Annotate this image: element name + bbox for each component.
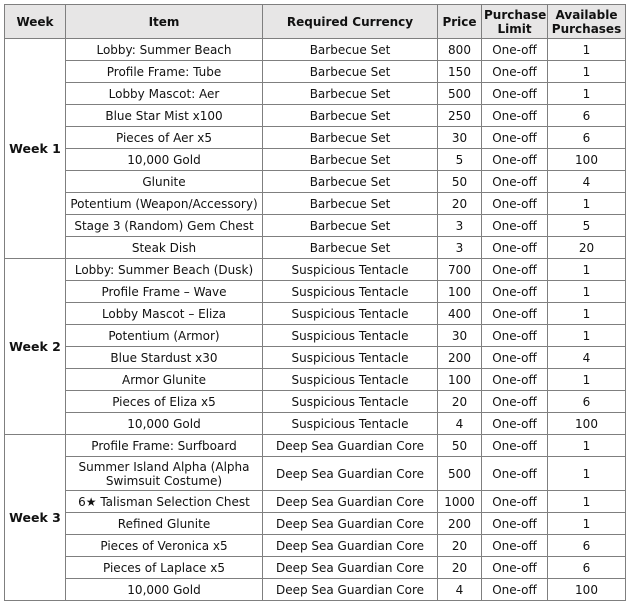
header-item: Item bbox=[66, 5, 263, 39]
purchase-limit-cell: One-off bbox=[482, 83, 548, 105]
table-row bbox=[5, 579, 626, 601]
price-cell: 500 bbox=[438, 83, 482, 105]
item-cell: 10,000 Gold bbox=[66, 579, 263, 601]
item-cell: 10,000 Gold bbox=[66, 413, 263, 435]
purchase-limit-cell: One-off bbox=[482, 535, 548, 557]
available-purchases-cell: 20 bbox=[548, 237, 626, 259]
header-available-purchases: Available Purchases bbox=[548, 5, 626, 39]
table-row bbox=[5, 347, 626, 369]
price-cell: 50 bbox=[438, 171, 482, 193]
purchase-limit-cell: One-off bbox=[482, 369, 548, 391]
available-purchases-cell: 1 bbox=[548, 491, 626, 513]
item-cell: Pieces of Veronica x5 bbox=[66, 535, 263, 557]
header-currency: Required Currency bbox=[263, 5, 438, 39]
table-row bbox=[5, 391, 626, 413]
table-row bbox=[5, 491, 626, 513]
currency-cell: Barbecue Set bbox=[263, 171, 438, 193]
currency-cell: Barbecue Set bbox=[263, 149, 438, 171]
item-cell: Blue Stardust x30 bbox=[66, 347, 263, 369]
available-purchases-cell: 100 bbox=[548, 413, 626, 435]
price-cell: 5 bbox=[438, 149, 482, 171]
available-purchases-cell: 1 bbox=[548, 513, 626, 535]
table-row bbox=[5, 303, 626, 325]
item-cell: Lobby: Summer Beach bbox=[66, 39, 263, 61]
price-cell: 800 bbox=[438, 39, 482, 61]
currency-cell: Deep Sea Guardian Core bbox=[263, 557, 438, 579]
currency-cell: Suspicious Tentacle bbox=[263, 303, 438, 325]
purchase-limit-cell: One-off bbox=[482, 303, 548, 325]
item-cell: Pieces of Aer x5 bbox=[66, 127, 263, 149]
available-purchases-cell: 6 bbox=[548, 535, 626, 557]
header-week: Week bbox=[5, 5, 66, 39]
available-purchases-cell: 1 bbox=[548, 369, 626, 391]
item-cell: Stage 3 (Random) Gem Chest bbox=[66, 215, 263, 237]
header-row bbox=[5, 5, 626, 39]
purchase-limit-cell: One-off bbox=[482, 39, 548, 61]
purchase-limit-cell: One-off bbox=[482, 435, 548, 457]
price-cell: 150 bbox=[438, 61, 482, 83]
available-purchases-cell: 100 bbox=[548, 149, 626, 171]
available-purchases-cell: 1 bbox=[548, 61, 626, 83]
table-row bbox=[5, 171, 626, 193]
item-cell: Potentium (Armor) bbox=[66, 325, 263, 347]
currency-cell: Deep Sea Guardian Core bbox=[263, 579, 438, 601]
currency-cell: Deep Sea Guardian Core bbox=[263, 457, 438, 491]
table-row bbox=[5, 39, 626, 61]
table-row bbox=[5, 61, 626, 83]
table-row bbox=[5, 105, 626, 127]
item-cell: Refined Glunite bbox=[66, 513, 263, 535]
available-purchases-cell: 100 bbox=[548, 579, 626, 601]
currency-cell: Barbecue Set bbox=[263, 237, 438, 259]
purchase-limit-cell: One-off bbox=[482, 171, 548, 193]
purchase-limit-cell: One-off bbox=[482, 281, 548, 303]
item-cell: Pieces of Laplace x5 bbox=[66, 557, 263, 579]
price-cell: 3 bbox=[438, 215, 482, 237]
purchase-limit-cell: One-off bbox=[482, 347, 548, 369]
shop-exchange-table bbox=[4, 4, 626, 601]
available-purchases-cell: 1 bbox=[548, 303, 626, 325]
available-purchases-cell: 6 bbox=[548, 557, 626, 579]
item-cell: Profile Frame – Wave bbox=[66, 281, 263, 303]
price-cell: 100 bbox=[438, 281, 482, 303]
available-purchases-cell: 1 bbox=[548, 325, 626, 347]
price-cell: 1000 bbox=[438, 491, 482, 513]
item-cell: Summer Island Alpha (Alpha Swimsuit Costume) bbox=[66, 457, 263, 491]
item-cell: Profile Frame: Tube bbox=[66, 61, 263, 83]
currency-cell: Deep Sea Guardian Core bbox=[263, 491, 438, 513]
price-cell: 30 bbox=[438, 127, 482, 149]
currency-cell: Suspicious Tentacle bbox=[263, 259, 438, 281]
table-row bbox=[5, 127, 626, 149]
price-cell: 100 bbox=[438, 369, 482, 391]
item-cell: Potentium (Weapon/Accessory) bbox=[66, 193, 263, 215]
purchase-limit-cell: One-off bbox=[482, 391, 548, 413]
price-cell: 30 bbox=[438, 325, 482, 347]
item-cell: Blue Star Mist x100 bbox=[66, 105, 263, 127]
table-row bbox=[5, 513, 626, 535]
week-label: Week 3 bbox=[5, 435, 66, 601]
table-row bbox=[5, 413, 626, 435]
item-cell: Profile Frame: Surfboard bbox=[66, 435, 263, 457]
currency-cell: Suspicious Tentacle bbox=[263, 325, 438, 347]
currency-cell: Barbecue Set bbox=[263, 39, 438, 61]
purchase-limit-cell: One-off bbox=[482, 259, 548, 281]
price-cell: 700 bbox=[438, 259, 482, 281]
price-cell: 20 bbox=[438, 193, 482, 215]
item-cell: Pieces of Eliza x5 bbox=[66, 391, 263, 413]
price-cell: 400 bbox=[438, 303, 482, 325]
purchase-limit-cell: One-off bbox=[482, 237, 548, 259]
available-purchases-cell: 4 bbox=[548, 347, 626, 369]
available-purchases-cell: 1 bbox=[548, 281, 626, 303]
currency-cell: Suspicious Tentacle bbox=[263, 369, 438, 391]
currency-cell: Suspicious Tentacle bbox=[263, 391, 438, 413]
item-cell: Lobby: Summer Beach (Dusk) bbox=[66, 259, 263, 281]
table-row bbox=[5, 557, 626, 579]
currency-cell: Deep Sea Guardian Core bbox=[263, 513, 438, 535]
currency-cell: Deep Sea Guardian Core bbox=[263, 435, 438, 457]
price-cell: 3 bbox=[438, 237, 482, 259]
currency-cell: Barbecue Set bbox=[263, 105, 438, 127]
purchase-limit-cell: One-off bbox=[482, 215, 548, 237]
purchase-limit-cell: One-off bbox=[482, 513, 548, 535]
price-cell: 20 bbox=[438, 391, 482, 413]
header-price: Price bbox=[438, 5, 482, 39]
price-cell: 200 bbox=[438, 513, 482, 535]
available-purchases-cell: 6 bbox=[548, 391, 626, 413]
purchase-limit-cell: One-off bbox=[482, 149, 548, 171]
table-row bbox=[5, 259, 626, 281]
available-purchases-cell: 6 bbox=[548, 127, 626, 149]
item-cell: 6★ Talisman Selection Chest bbox=[66, 491, 263, 513]
purchase-limit-cell: One-off bbox=[482, 325, 548, 347]
currency-cell: Barbecue Set bbox=[263, 61, 438, 83]
available-purchases-cell: 1 bbox=[548, 435, 626, 457]
item-cell: Lobby Mascot: Aer bbox=[66, 83, 263, 105]
week-label: Week 1 bbox=[5, 39, 66, 259]
currency-cell: Deep Sea Guardian Core bbox=[263, 535, 438, 557]
header-purchase-limit: Purchase Limit bbox=[482, 5, 548, 39]
available-purchases-cell: 5 bbox=[548, 215, 626, 237]
available-purchases-cell: 1 bbox=[548, 39, 626, 61]
currency-cell: Suspicious Tentacle bbox=[263, 347, 438, 369]
item-cell: Steak Dish bbox=[66, 237, 263, 259]
purchase-limit-cell: One-off bbox=[482, 127, 548, 149]
purchase-limit-cell: One-off bbox=[482, 579, 548, 601]
week-label: Week 2 bbox=[5, 259, 66, 435]
table-row bbox=[5, 83, 626, 105]
table-row bbox=[5, 237, 626, 259]
currency-cell: Barbecue Set bbox=[263, 215, 438, 237]
currency-cell: Barbecue Set bbox=[263, 193, 438, 215]
purchase-limit-cell: One-off bbox=[482, 193, 548, 215]
table-row bbox=[5, 369, 626, 391]
table-row bbox=[5, 215, 626, 237]
item-cell: Lobby Mascot – Eliza bbox=[66, 303, 263, 325]
currency-cell: Barbecue Set bbox=[263, 83, 438, 105]
available-purchases-cell: 1 bbox=[548, 193, 626, 215]
available-purchases-cell: 1 bbox=[548, 457, 626, 491]
price-cell: 4 bbox=[438, 579, 482, 601]
price-cell: 20 bbox=[438, 557, 482, 579]
price-cell: 50 bbox=[438, 435, 482, 457]
price-cell: 250 bbox=[438, 105, 482, 127]
purchase-limit-cell: One-off bbox=[482, 557, 548, 579]
table-row bbox=[5, 281, 626, 303]
table-body bbox=[5, 39, 626, 601]
available-purchases-cell: 1 bbox=[548, 83, 626, 105]
table-row bbox=[5, 149, 626, 171]
item-cell: Armor Glunite bbox=[66, 369, 263, 391]
currency-cell: Suspicious Tentacle bbox=[263, 281, 438, 303]
table-row bbox=[5, 457, 626, 491]
table-row bbox=[5, 535, 626, 557]
purchase-limit-cell: One-off bbox=[482, 457, 548, 491]
purchase-limit-cell: One-off bbox=[482, 61, 548, 83]
item-cell: 10,000 Gold bbox=[66, 149, 263, 171]
item-cell: Glunite bbox=[66, 171, 263, 193]
table-row bbox=[5, 193, 626, 215]
table-row bbox=[5, 435, 626, 457]
price-cell: 500 bbox=[438, 457, 482, 491]
table-row bbox=[5, 325, 626, 347]
price-cell: 4 bbox=[438, 413, 482, 435]
purchase-limit-cell: One-off bbox=[482, 413, 548, 435]
currency-cell: Suspicious Tentacle bbox=[263, 413, 438, 435]
available-purchases-cell: 4 bbox=[548, 171, 626, 193]
purchase-limit-cell: One-off bbox=[482, 105, 548, 127]
currency-cell: Barbecue Set bbox=[263, 127, 438, 149]
price-cell: 200 bbox=[438, 347, 482, 369]
available-purchases-cell: 6 bbox=[548, 105, 626, 127]
available-purchases-cell: 1 bbox=[548, 259, 626, 281]
price-cell: 20 bbox=[438, 535, 482, 557]
purchase-limit-cell: One-off bbox=[482, 491, 548, 513]
